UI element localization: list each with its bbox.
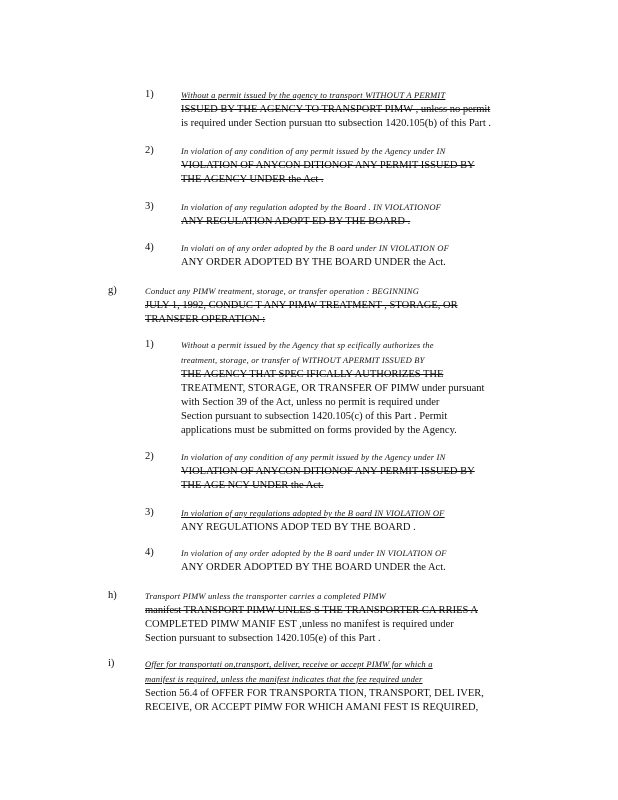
item-text xyxy=(181,506,543,535)
text-line: treatment, storage, or transfer of WITHOUT APERMIT ISSUED BY xyxy=(181,355,425,365)
item-text xyxy=(181,200,543,229)
item-number: 3) xyxy=(145,507,154,518)
text-line: THE AGE NCY UNDER the Act. xyxy=(181,480,324,491)
text-line: In violation of any regulations adopted by the B oard IN VIOLATION OF xyxy=(181,508,445,518)
text-line: Without a permit issued by the Agency that sp ecifically authorizes the xyxy=(181,340,434,350)
section-i-text xyxy=(145,657,525,715)
item-text xyxy=(181,338,514,438)
text-line: In violation of any condition of any permit issued by the Agency under IN xyxy=(181,146,446,156)
item-text xyxy=(181,546,543,575)
item-number: 4) xyxy=(145,242,154,253)
item-number: 2) xyxy=(145,451,154,462)
text-line: TRANSFER OPERATION : xyxy=(145,314,266,325)
text-line: with Section 39 of the Act, unless no permit is required under xyxy=(181,397,440,408)
item-number: 1) xyxy=(145,339,154,350)
item-number: 3) xyxy=(145,201,154,212)
text-line: Conduct any PIMW treatment, storage, or transfer operation : BEGINNING xyxy=(145,286,420,296)
item-number: 2) xyxy=(145,145,154,156)
text-line: COMPLETED PIMW MANIF EST ,unless no manifest is required under xyxy=(145,619,454,630)
item-text xyxy=(181,144,533,187)
text-line: Offer for transportati on,transport, deliver, receive or accept PIMW for which a xyxy=(145,659,433,669)
section-g-text xyxy=(145,284,505,327)
section-label-i: i) xyxy=(108,658,115,669)
text-line: is required under Section pursuan tto subsection 1420.105(b) of this Part . xyxy=(181,118,491,129)
text-line: Section pursuant to subsection 1420.105(e) of this Part . xyxy=(145,633,381,644)
text-line: VIOLATION OF ANYCON DITIONOF ANY PERMIT ISSUED BY xyxy=(181,160,475,171)
text-line: RECEIVE, OR ACCEPT PIMW FOR WHICH AMANI FEST IS REQUIRED, xyxy=(145,702,479,713)
section-label-h: h) xyxy=(108,590,117,601)
item-text xyxy=(181,450,533,493)
section-h-text xyxy=(145,589,525,646)
text-line: TREATMENT, STORAGE, OR TRANSFER OF PIMW under pursuant xyxy=(181,383,485,394)
text-line: In violati on of any order adopted by the B oard under IN VIOLATION OF xyxy=(181,243,450,253)
text-line: JULY 1, 1992, CONDUC T ANY PIMW TREATMENT , STORAGE, OR xyxy=(145,300,458,311)
section-label-g: g) xyxy=(108,285,117,296)
item-text xyxy=(181,241,543,270)
text-line: THE AGENCY UNDER the Act . xyxy=(181,174,324,185)
text-line: ANY REGULATIONS ADOP TED BY THE BOARD . xyxy=(181,522,416,533)
text-line: ANY ORDER ADOPTED BY THE BOARD UNDER the Act. xyxy=(181,257,446,268)
item-text xyxy=(181,88,543,131)
text-line: ISSUED BY THE AGENCY TO TRANSPORT PIMW , unless no permit xyxy=(181,104,491,115)
item-number: 4) xyxy=(145,547,154,558)
text-line: Section pursuant to subsection 1420.105(c) of this Part . Permit xyxy=(181,411,448,422)
item-number: 1) xyxy=(145,89,154,100)
text-line: manifest is required, unless the manifest indicates that the fee required under xyxy=(145,674,423,684)
text-line: In violation of any order adopted by the B oard under IN VIOLATION OF xyxy=(181,548,447,558)
text-line: THE AGENCY THAT SPEC IFICALLY AUTHORIZES THE xyxy=(181,369,444,380)
text-line: In violation of any regulation adopted by the Board . IN VIOLATIONOF xyxy=(181,202,442,212)
text-line: ANY ORDER ADOPTED BY THE BOARD UNDER the Act. xyxy=(181,562,446,573)
text-line: In violation of any condition of any permit issued by the Agency under IN xyxy=(181,452,446,462)
text-line: applications must be submitted on forms provided by the Agency. xyxy=(181,425,457,436)
text-line: Without a permit issued by the agency to transport WITHOUT A PERMIT xyxy=(181,90,446,100)
text-line: VIOLATION OF ANYCON DITIONOF ANY PERMIT ISSUED BY xyxy=(181,466,475,477)
text-line: manifest TRANSPORT PIMW UNLES S THE TRANSPORTER CA RRIES A xyxy=(145,605,478,616)
text-line: Section 56.4 of OFFER FOR TRANSPORTA TION, TRANSPORT, DEL IVER, xyxy=(145,688,484,699)
text-line: Transport PIMW unless the transporter carries a completed PIMW xyxy=(145,591,386,601)
text-line: ANY REGULATION ADOPT ED BY THE BOARD . xyxy=(181,216,411,227)
